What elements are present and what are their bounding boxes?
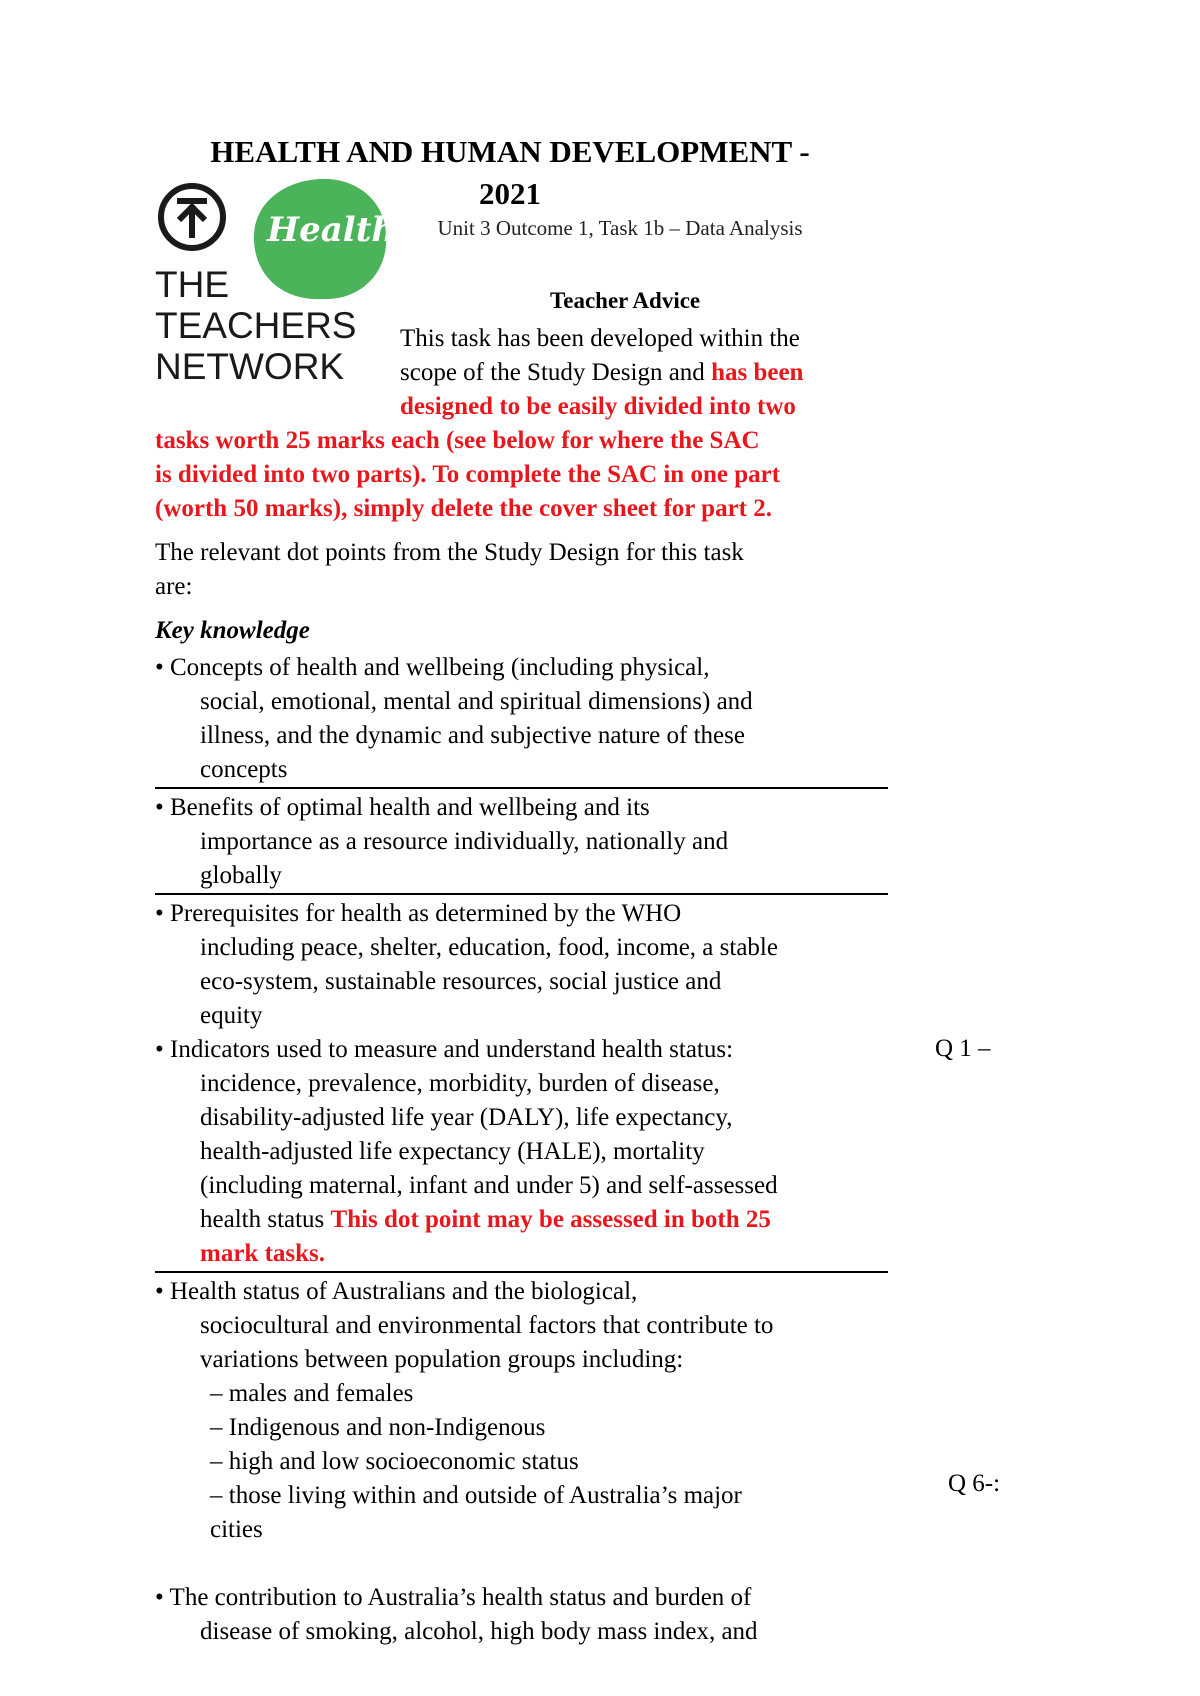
dot-point-3-line: eco-system, sustainable resources, social justice and xyxy=(200,968,722,995)
dot-point-5 xyxy=(155,1275,900,1547)
dot-point-4-line: health-adjusted life expectancy (HALE), mortality xyxy=(200,1138,705,1165)
dot-point-5-subitem: – males and females xyxy=(210,1380,414,1407)
dot-point-2 xyxy=(155,791,900,893)
document-title-line1: HEALTH AND HUMAN DEVELOPMENT - xyxy=(210,134,810,169)
teacher-advice-heading: Teacher Advice xyxy=(550,288,701,313)
logo-health-text: Health xyxy=(267,210,397,250)
dot-point-5-subitem: – Indigenous and non-Indigenous xyxy=(210,1414,546,1441)
dot-point-6-line: • The contribution to Australia’s health status and burden of xyxy=(155,1584,752,1611)
advice-line-4: tasks worth 25 marks each (see below for where the SAC xyxy=(155,427,760,454)
advice-line-1: This task has been developed within the xyxy=(400,325,800,352)
dot-point-1-line: illness, and the dynamic and subjective nature of these xyxy=(200,722,745,749)
dot-point-5-line: variations between population groups including: xyxy=(200,1346,684,1373)
dot-point-5-subitem: – those living within and outside of Australia’s major xyxy=(210,1482,742,1509)
dot-point-2-line: importance as a resource individually, nationally and xyxy=(200,828,729,855)
advice-line-2-highlight: has been xyxy=(711,359,804,386)
dot-point-1-line: • Concepts of health and wellbeing (including physical, xyxy=(155,654,710,681)
divider-rule xyxy=(155,1271,888,1273)
dot-point-1-line: social, emotional, mental and spiritual dimensions) and xyxy=(200,688,753,715)
dot-point-5-line: • Health status of Australians and the biological, xyxy=(155,1278,638,1305)
dot-point-2-line: • Benefits of optimal health and wellbeing and its xyxy=(155,794,650,821)
dot-point-4-line: disability-adjusted life year (DALY), life expectancy, xyxy=(200,1104,733,1131)
logo-text-the: THE xyxy=(155,264,229,305)
advice-line-3: designed to be easily divided into two xyxy=(400,393,796,420)
divider-rule xyxy=(155,893,888,895)
logo-text-teachers: TEACHERS xyxy=(155,305,357,346)
logo-text-network: NETWORK xyxy=(155,346,345,387)
dot-point-4-highlight: This dot point may be assessed in both 25 xyxy=(330,1206,771,1233)
dot-point-2-line: globally xyxy=(200,862,282,889)
key-knowledge-heading: Key knowledge xyxy=(155,617,310,644)
dot-point-6 xyxy=(155,1581,900,1649)
dot-point-4-line: (including maternal, infant and under 5) and self-assessed xyxy=(200,1172,778,1199)
dot-point-1-line: concepts xyxy=(200,756,288,783)
teachers-network-health-logo xyxy=(155,170,395,390)
advice-line-6: (worth 50 marks), simply delete the cover sheet for part 2. xyxy=(155,495,773,522)
question-label-q6: Q 6-: xyxy=(948,1470,1001,1497)
dot-point-4-plain: health status xyxy=(200,1206,331,1233)
document-subtitle: Unit 3 Outcome 1, Task 1b – Data Analysis xyxy=(437,216,803,240)
dot-point-6-line: disease of smoking, alcohol, high body mass index, and xyxy=(200,1618,758,1645)
divider-rule xyxy=(155,787,888,789)
dot-point-4-highlight: mark tasks. xyxy=(200,1240,326,1267)
dot-point-5-subitem: cities xyxy=(210,1516,263,1543)
dot-point-3-line: equity xyxy=(200,1002,263,1029)
intro-line-1: The relevant dot points from the Study Design for this task xyxy=(155,539,744,566)
dot-point-4-line: incidence, prevalence, morbidity, burden of disease, xyxy=(200,1070,720,1097)
dot-point-4 xyxy=(155,1033,900,1271)
dot-point-5-line: sociocultural and environmental factors that contribute to xyxy=(200,1312,774,1339)
dot-point-5-subitem: – high and low socioeconomic status xyxy=(210,1448,579,1475)
question-label-q1: Q 1 – xyxy=(935,1035,991,1062)
dot-point-1 xyxy=(155,651,900,787)
advice-line-2-plain: scope of the Study Design and xyxy=(400,359,712,386)
advice-line-2 xyxy=(400,356,803,390)
dot-point-3-line: including peace, shelter, education, food, income, a stable xyxy=(200,934,778,961)
dot-point-4-line xyxy=(155,1203,900,1237)
intro-line-2: are: xyxy=(155,573,193,600)
dot-point-4-line: • Indicators used to measure and understand health status: xyxy=(155,1036,734,1063)
advice-line-5: is divided into two parts). To complete the SAC in one part xyxy=(155,461,781,488)
document-title-line2: 2021 xyxy=(479,176,541,211)
up-arrow-circle-icon xyxy=(157,182,227,252)
dot-point-3 xyxy=(155,897,900,1033)
dot-point-3-line: • Prerequisites for health as determined by the WHO xyxy=(155,900,682,927)
